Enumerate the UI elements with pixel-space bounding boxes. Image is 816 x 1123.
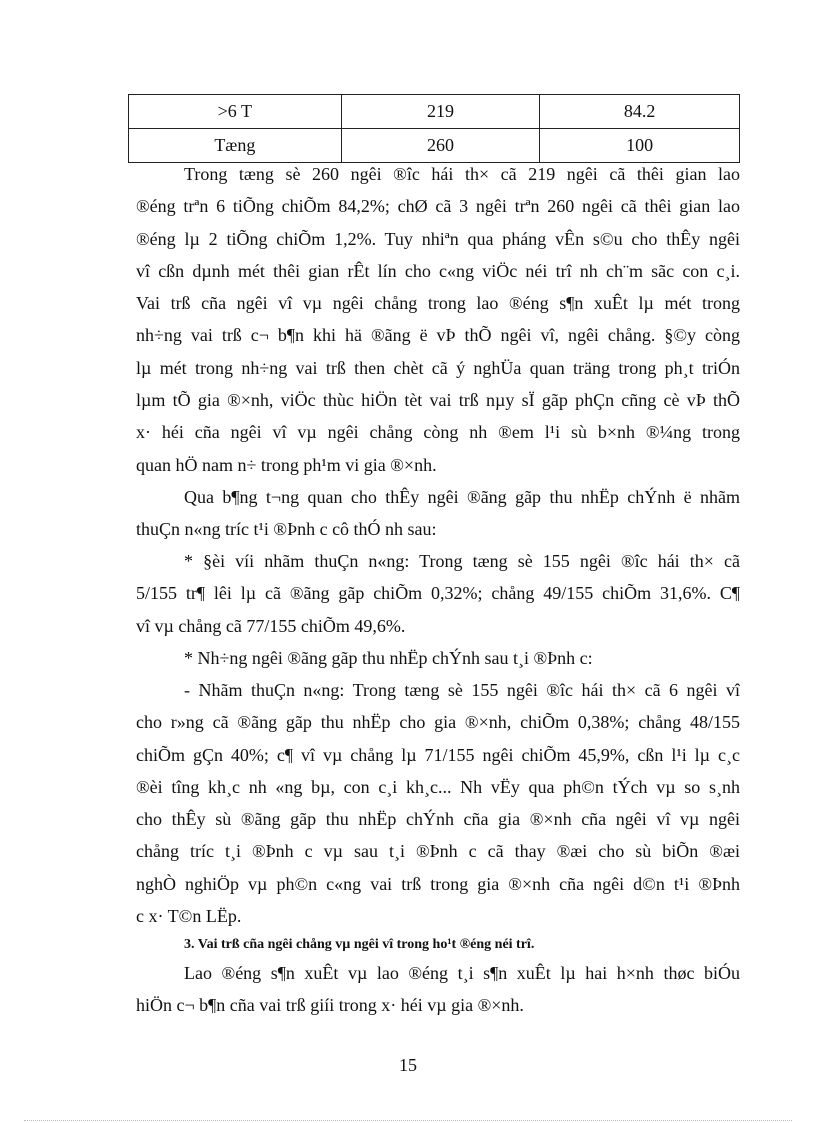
table-cell: >6 T	[129, 95, 342, 129]
footer-divider	[24, 1120, 792, 1121]
paragraph-work-time	[136, 158, 740, 481]
section-heading: 3. Vai trß cña ngêi chång vµ ngêi vî trong ho¹t ®éng néi trî.	[184, 937, 535, 952]
text-line: nghÒ nghiÖp vµ ph©n c«ng vai trß trong gia ®×nh cña ngêi d©n t¹i ®Þnh	[136, 873, 740, 894]
text-line: chiÕm gÇn 40%; c¶ vî vµ chång lµ 71/155 ngêi chiÕm 45,9%, cßn l¹i lµ c¸c	[136, 744, 740, 765]
text-line: - Nhãm thuÇn n«ng: Trong tæng sè 155 ngêi ®îc hái th× cã 6 ngêi vî	[184, 680, 740, 700]
paragraph-income-intro	[136, 481, 740, 546]
text-line: ®èi tîng kh¸c nh «ng bµ, con c¸i kh¸c... Nh vËy qua ph©n tÝch vµ so s¸nh	[136, 776, 740, 797]
paragraph-after-resettlement	[136, 642, 740, 674]
table-cell: 84.2	[540, 95, 740, 129]
table-cell: Tæng	[129, 129, 342, 163]
text-line: Trong tæng sè 260 ngêi ®îc hái th× cã 219 ngêi cã thêi gian lao	[184, 164, 740, 184]
text-line: lµm tÕ gia ®×nh, viÖc thùc hiÖn tèt vai trß nµy sÏ gãp phÇn cñng cè vÞ thÕ	[136, 390, 740, 411]
table-cell: 219	[341, 95, 540, 129]
text-line: cho r»ng cã ®ãng gãp thu nhËp cho gia ®×nh, chiÕm 0,38%; chång 48/155	[136, 712, 740, 733]
text-line: c x· T©n LËp.	[136, 906, 242, 927]
text-line: Lao ®éng s¶n xuÊt vµ lao ®éng t¸i s¶n xuÊt lµ hai h×nh thøc biÓu	[184, 963, 740, 983]
table-row	[129, 95, 740, 129]
paragraph-labor-forms	[136, 957, 740, 1022]
paragraph-farming-group	[136, 545, 740, 642]
text-line: chång tríc t¸i ®Þnh c vµ sau t¸i ®Þnh c cã thay ®æi cho sù biÕn ®æi	[136, 841, 740, 862]
text-line: 5/155 tr¶ lêi lµ cã ®ãng gãp chiÕm 0,32%; chång 49/155 chiÕm 31,6%. C¶	[136, 583, 740, 604]
text-line: cho thÊy sù ®ãng gãp thu nhËp chÝnh cña gia ®×nh cña ngêi vî vµ ngêi	[136, 809, 740, 830]
text-line: Vai trß cña ngêi vî vµ ngêi chång trong lao ®éng s¶n xuÊt lµ mét trong	[136, 293, 740, 314]
text-line: Qua b¶ng t¬ng quan cho thÊy ngêi ®ãng gãp thu nhËp chÝnh ë nhãm	[184, 487, 740, 507]
text-line: vî vµ chång cã 77/155 chiÕm 49,6%.	[136, 615, 406, 636]
text-line: * Nh÷ng ngêi ®ãng gãp thu nhËp chÝnh sau t¸i ®Þnh c:	[184, 648, 593, 668]
text-line: quan hÖ nam n÷ trong ph¹m vi gia ®×nh.	[136, 454, 437, 475]
text-line: ®éng lµ 2 tiÕng chiÕm 1,2%. Tuy nhiªn qua pháng vÊn s©u cho thÊy ngêi	[136, 228, 740, 249]
page-number: 15	[399, 1055, 417, 1075]
text-line: ®éng trªn 6 tiÕng chiÕm 84,2%; chØ cã 3 ngêi trªn 260 ngêi cã thêi gian lao	[136, 196, 740, 217]
table-cell: 100	[540, 129, 740, 163]
paragraph-farming-after	[136, 674, 740, 932]
text-line: hiÖn c¬ b¶n cña vai trß giíi trong x· héi vµ gia ®×nh.	[136, 995, 524, 1016]
text-line: nh÷ng vai trß c¬ b¶n khi hä ®ãng ë vÞ thÕ ngêi vî, ngêi chång. §©y còng	[136, 325, 740, 346]
text-line: vî cßn dµnh mét thêi gian rÊt lín cho c«ng viÖc néi trî nh ch¨m sãc con c¸i.	[136, 260, 740, 281]
summary-table	[128, 94, 740, 163]
text-line: thuÇn n«ng tríc t¹i ®Þnh c cô thÓ nh sau:	[136, 519, 437, 540]
table-cell: 260	[341, 129, 540, 163]
text-line: * §èi víi nhãm thuÇn n«ng: Trong tæng sè 155 ngêi ®îc hái th× cã	[184, 551, 740, 571]
text-line: x· héi cña ngêi vî vµ ngêi chång còng nh ®em l¹i sù b×nh ®¼ng trong	[136, 422, 740, 443]
text-line: lµ mét trong nh÷ng vai trß then chèt cã ý nghÜa quan träng trong ph¸t triÓn	[136, 357, 740, 378]
